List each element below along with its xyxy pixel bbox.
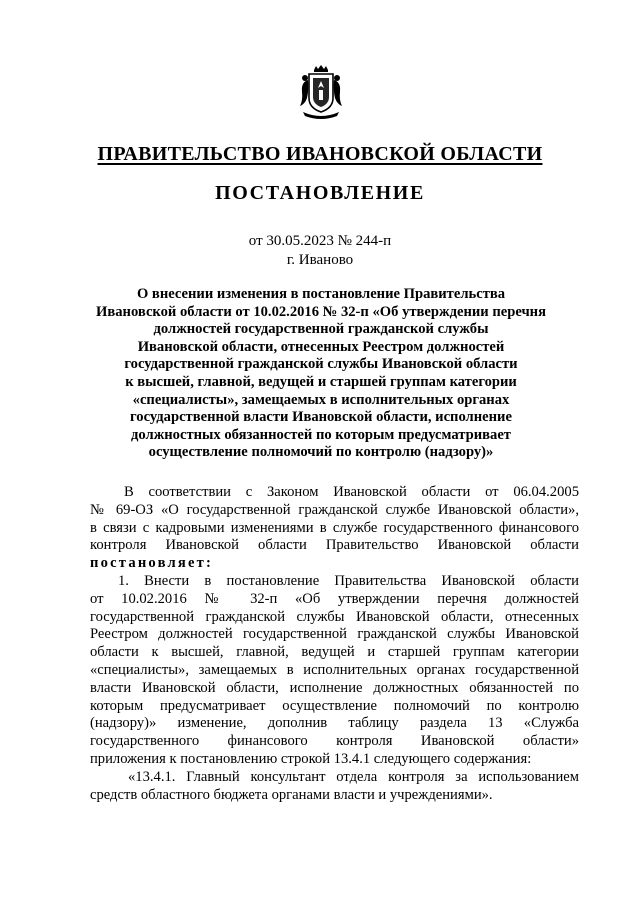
decree-word: постановляет:	[90, 555, 214, 572]
document-body	[90, 484, 579, 804]
subject-line: О внесении изменения в постановление Правительства	[136, 286, 506, 302]
subject-line: государственной гражданской службы Ивановской области	[124, 356, 518, 373]
preamble-line: в связи с кадровыми изменениями в службе государственного финансового	[90, 519, 579, 536]
quote-line: «13.4.1. Главный консультант отдела контроля за использованием	[128, 768, 579, 785]
subject-line: государственной власти Ивановской области, исполнение	[130, 409, 512, 426]
subject-line: Ивановской области от 10.02.2016 № 32-п «Об утверждении перечня	[96, 303, 546, 320]
document-subject	[96, 286, 546, 462]
preamble-line: № 69-ОЗ «О государственной гражданской службе Ивановской области»,	[90, 501, 579, 518]
preamble-line: В соответствии с Законом Ивановской области от 06.04.2005	[124, 484, 579, 500]
coat-of-arms-icon	[297, 64, 345, 122]
item1-line: «специалисты», замещаемых в исполнительных органах государственной	[90, 661, 579, 678]
subject-line: должностей государственной гражданской службы	[153, 321, 489, 338]
preamble-line: контроля Ивановской области Правительство Ивановской области	[90, 537, 579, 554]
document-date-number: от 30.05.2023 № 244-п	[248, 233, 392, 249]
item1-line: Реестром должностей государственной гражданской службы Ивановской	[90, 626, 579, 643]
item1-line: области к высшей, главной, ведущей и старшей группам категории	[90, 644, 579, 661]
item1-line: приложения к постановлению строкой 13.4.1 следующего содержания:	[90, 750, 532, 767]
document-city: г. Иваново	[286, 252, 354, 268]
subject-line: должностных обязанностей по которым предусматривает	[131, 426, 511, 443]
subject-line: «специалисты», замещаемых в исполнительных органах	[132, 391, 510, 408]
government-name: ПРАВИТЕЛЬСТВО ИВАНОВСКОЙ ОБЛАСТИ	[97, 143, 543, 165]
quote-line: средств областного бюджета органами власти и учреждениями».	[90, 786, 493, 803]
item1-line: которым предусматривает осуществление полномочий по контролю	[90, 697, 579, 714]
subject-line: к высшей, главной, ведущей и старшей группам категории	[125, 373, 517, 390]
item1-line: государственного финансового контроля Ивановской области»	[90, 733, 579, 750]
item1-line: (надзору)» изменение, дополнив таблицу раздела 13 «Служба	[90, 715, 579, 732]
subject-line: осуществление полномочий по контролю (надзору)»	[148, 444, 494, 461]
subject-line: Ивановской области, отнесенных Реестром должностей	[137, 338, 505, 355]
document-type: ПОСТАНОВЛЕНИЕ	[215, 182, 425, 204]
item1-line: от 10.02.2016 № 32-п «Об утверждении перечня должностей	[90, 590, 579, 607]
item1-line: государственной гражданской службы Ивановской области, отнесенных	[90, 608, 579, 625]
item1-line: власти Ивановской области, исполнение должностных обязанностей по	[90, 679, 579, 696]
item1-line: 1. Внести в постановление Правительства Ивановской области	[118, 572, 579, 589]
